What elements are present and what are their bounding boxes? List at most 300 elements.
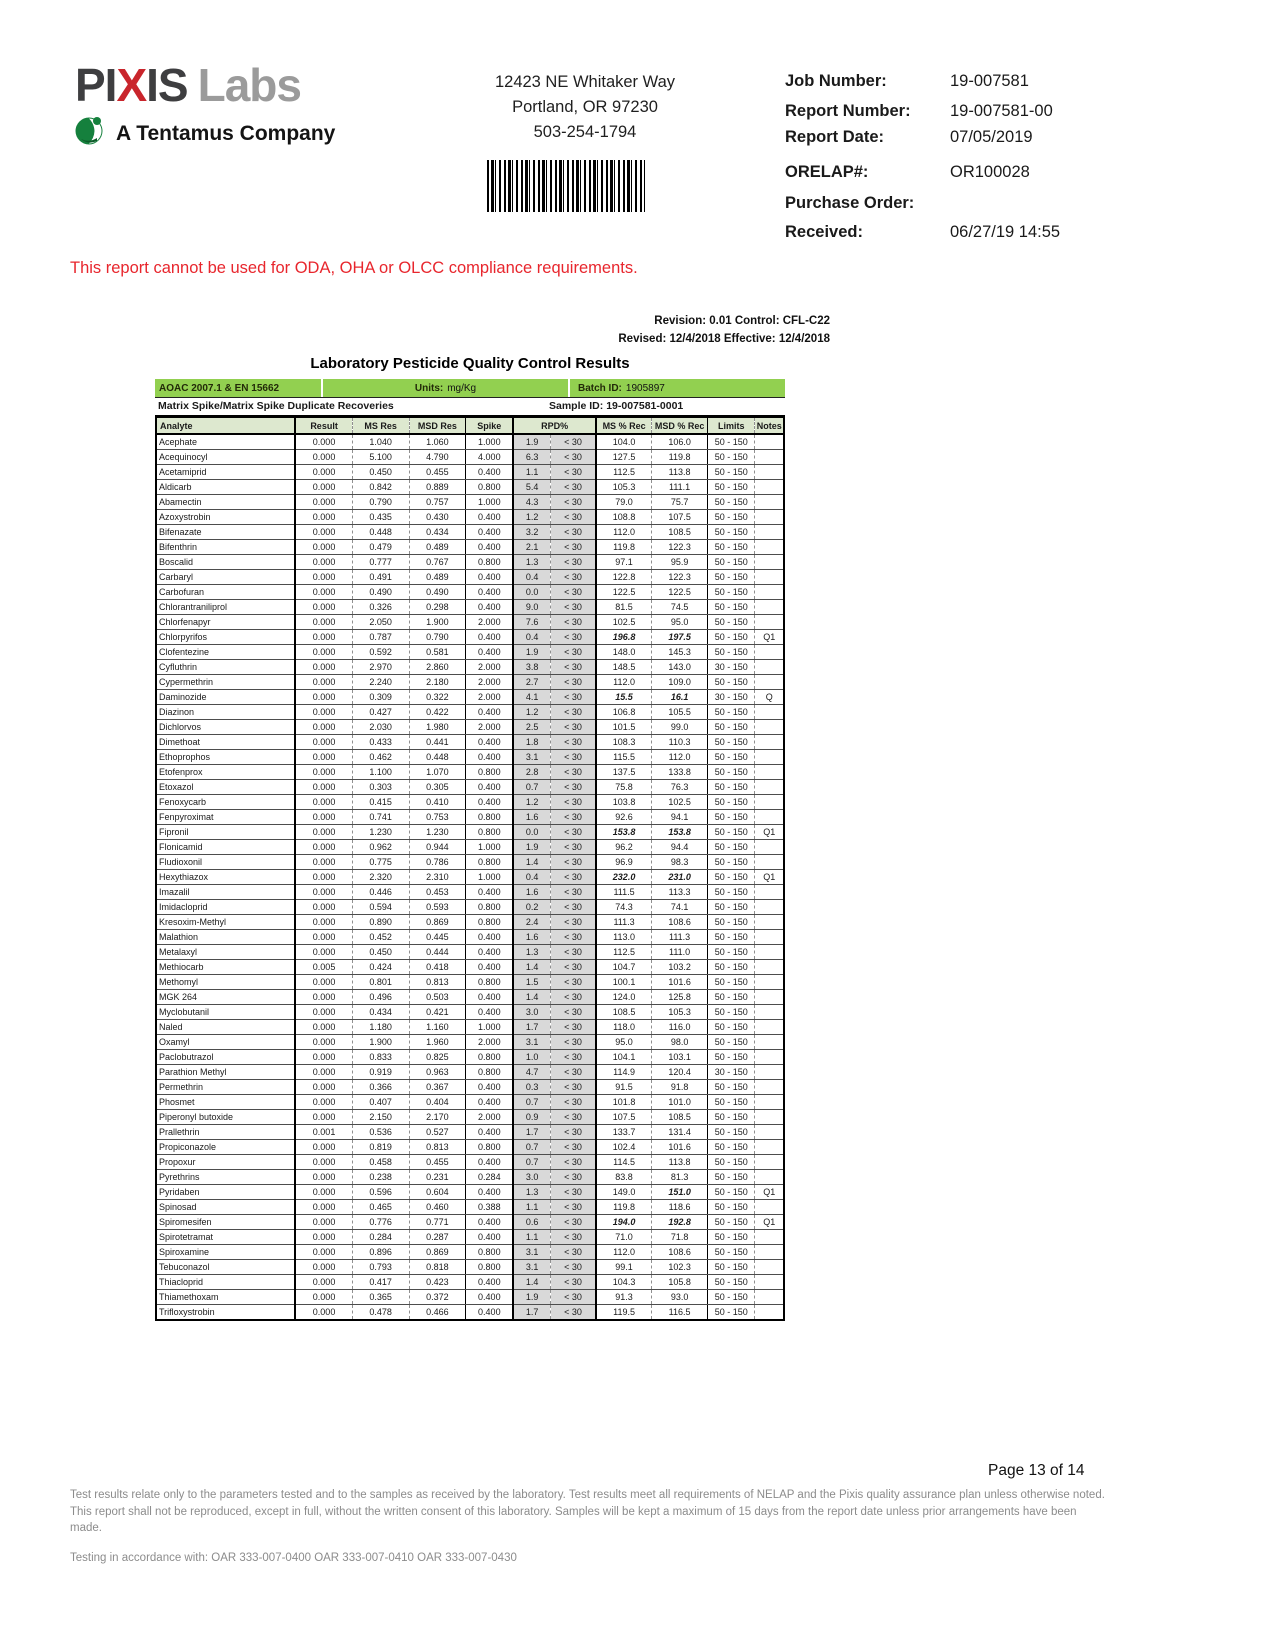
rpd-cell: 1.4: [513, 855, 550, 870]
ms-res-cell: 0.787: [352, 630, 409, 645]
qc-table-body: [156, 434, 784, 1320]
analyte-cell: Abamectin: [156, 495, 295, 510]
analyte-cell: Bifenazate: [156, 525, 295, 540]
limits-cell: 50 - 150: [707, 1050, 755, 1065]
limits-cell: 50 - 150: [707, 915, 755, 930]
limits-cell: 50 - 150: [707, 675, 755, 690]
msd-res-cell: 0.813: [409, 1140, 466, 1155]
rpd-cell: 1.5: [513, 975, 550, 990]
rpd-cell: 9.0: [513, 600, 550, 615]
result-cell: 0.000: [295, 555, 352, 570]
msd-res-cell: 0.757: [409, 495, 466, 510]
msd-res-cell: 0.818: [409, 1260, 466, 1275]
msd-rec-cell: 103.2: [652, 960, 708, 975]
ms-rec-cell: 127.5: [596, 450, 652, 465]
spike-cell: 0.800: [466, 915, 514, 930]
limits-cell: 50 - 150: [707, 480, 755, 495]
spike-cell: 2.000: [466, 660, 514, 675]
ms-res-cell: 1.180: [352, 1020, 409, 1035]
notes-cell: [755, 1080, 784, 1095]
msd-rec-cell: 94.1: [652, 810, 708, 825]
ms-res-cell: 0.424: [352, 960, 409, 975]
limits-cell: 50 - 150: [707, 1080, 755, 1095]
notes-cell: [755, 1050, 784, 1065]
analyte-cell: Methiocarb: [156, 960, 295, 975]
table-row: [156, 645, 784, 660]
limits-cell: 50 - 150: [707, 585, 755, 600]
msd-rec-cell: 122.5: [652, 585, 708, 600]
analyte-cell: Dimethoat: [156, 735, 295, 750]
rpd-limit-cell: < 30: [550, 570, 595, 585]
info-label: Received:: [785, 223, 863, 241]
result-cell: 0.000: [295, 660, 352, 675]
result-cell: 0.000: [295, 810, 352, 825]
limits-cell: 50 - 150: [707, 1155, 755, 1170]
msd-res-cell: 0.455: [409, 465, 466, 480]
table-row: [156, 525, 784, 540]
table-row: [156, 885, 784, 900]
msd-res-cell: 0.404: [409, 1095, 466, 1110]
notes-cell: [755, 945, 784, 960]
revision-line-1: Revision: 0.01 Control: CFL-C22: [654, 315, 830, 327]
rpd-cell: 1.3: [513, 1185, 550, 1200]
rpd-limit-cell: < 30: [550, 645, 595, 660]
ms-res-cell: 0.819: [352, 1140, 409, 1155]
analyte-cell: Dichlorvos: [156, 720, 295, 735]
ms-rec-cell: 108.8: [596, 510, 652, 525]
rpd-cell: 0.7: [513, 1140, 550, 1155]
limits-cell: 50 - 150: [707, 1275, 755, 1290]
ms-res-cell: 0.890: [352, 915, 409, 930]
sample-id-label: Sample ID:: [549, 400, 604, 412]
ms-rec-cell: 96.2: [596, 840, 652, 855]
analyte-cell: Boscalid: [156, 555, 295, 570]
qc-table: [155, 416, 785, 1321]
analyte-cell: Flonicamid: [156, 840, 295, 855]
msd-res-cell: 2.310: [409, 870, 466, 885]
notes-cell: [755, 765, 784, 780]
ms-rec-cell: 100.1: [596, 975, 652, 990]
limits-cell: 50 - 150: [707, 900, 755, 915]
spike-cell: 0.400: [466, 1275, 514, 1290]
rpd-limit-cell: < 30: [550, 990, 595, 1005]
analyte-cell: MGK 264: [156, 990, 295, 1005]
ms-rec-cell: 91.5: [596, 1080, 652, 1095]
spike-cell: 2.000: [466, 690, 514, 705]
ms-res-cell: 1.040: [352, 434, 409, 450]
rpd-limit-cell: < 30: [550, 870, 595, 885]
table-row: [156, 1200, 784, 1215]
limits-cell: 50 - 150: [707, 600, 755, 615]
analyte-cell: Metalaxyl: [156, 945, 295, 960]
ms-rec-cell: 137.5: [596, 765, 652, 780]
rpd-limit-cell: < 30: [550, 915, 595, 930]
analyte-cell: Ethoprophos: [156, 750, 295, 765]
result-cell: 0.000: [295, 630, 352, 645]
info-value: 19-007581-00: [950, 102, 1053, 120]
spike-cell: 0.400: [466, 780, 514, 795]
spike-cell: 0.400: [466, 465, 514, 480]
rpd-limit-cell: < 30: [550, 450, 595, 465]
msd-res-cell: 0.527: [409, 1125, 466, 1140]
ms-rec-cell: 101.5: [596, 720, 652, 735]
notes-cell: [755, 795, 784, 810]
ms-rec-cell: 91.3: [596, 1290, 652, 1305]
msd-res-cell: 0.753: [409, 810, 466, 825]
lab-address: [430, 70, 740, 145]
msd-rec-cell: 112.0: [652, 750, 708, 765]
ms-res-cell: 2.320: [352, 870, 409, 885]
analyte-cell: Carbofuran: [156, 585, 295, 600]
result-cell: 0.000: [295, 450, 352, 465]
msd-rec-cell: 101.0: [652, 1095, 708, 1110]
spike-cell: 0.800: [466, 480, 514, 495]
rpd-cell: 1.7: [513, 1305, 550, 1321]
limits-cell: 50 - 150: [707, 765, 755, 780]
ms-rec-cell: 95.0: [596, 1035, 652, 1050]
msd-res-cell: 0.489: [409, 570, 466, 585]
result-cell: 0.000: [295, 1020, 352, 1035]
spike-cell: 0.800: [466, 810, 514, 825]
msd-rec-cell: 118.6: [652, 1200, 708, 1215]
msd-rec-cell: 108.5: [652, 525, 708, 540]
info-value: 07/05/2019: [950, 128, 1033, 146]
table-row: [156, 495, 784, 510]
analyte-cell: Fipronil: [156, 825, 295, 840]
ms-res-cell: 2.970: [352, 660, 409, 675]
ms-rec-cell: 103.8: [596, 795, 652, 810]
msd-res-cell: 0.410: [409, 795, 466, 810]
method-cell: [155, 379, 321, 397]
msd-res-cell: 2.860: [409, 660, 466, 675]
table-row: [156, 810, 784, 825]
msd-res-cell: 0.790: [409, 630, 466, 645]
rpd-cell: 1.0: [513, 1050, 550, 1065]
notes-cell: [755, 1275, 784, 1290]
notes-cell: [755, 600, 784, 615]
limits-cell: 50 - 150: [707, 450, 755, 465]
table-row: [156, 1275, 784, 1290]
ms-rec-cell: 119.8: [596, 1200, 652, 1215]
rpd-cell: 1.4: [513, 960, 550, 975]
spike-cell: 0.400: [466, 1185, 514, 1200]
result-cell: 0.000: [295, 840, 352, 855]
ms-rec-cell: 119.5: [596, 1305, 652, 1321]
table-row: [156, 930, 784, 945]
address-line-1: 12423 NE Whitaker Way: [494, 73, 676, 91]
msd-rec-cell: 111.0: [652, 945, 708, 960]
msd-res-cell: 0.434: [409, 525, 466, 540]
spike-cell: 0.400: [466, 990, 514, 1005]
rpd-limit-cell: < 30: [550, 660, 595, 675]
table-row: [156, 765, 784, 780]
analyte-cell: Oxamyl: [156, 1035, 295, 1050]
notes-cell: [755, 1245, 784, 1260]
rpd-limit-cell: < 30: [550, 735, 595, 750]
rpd-cell: 3.0: [513, 1170, 550, 1185]
analyte-cell: Thiamethoxam: [156, 1290, 295, 1305]
rpd-cell: 1.1: [513, 1200, 550, 1215]
result-cell: 0.000: [295, 1155, 352, 1170]
analyte-cell: Methomyl: [156, 975, 295, 990]
notes-cell: [755, 915, 784, 930]
result-cell: 0.000: [295, 1290, 352, 1305]
limits-cell: 30 - 150: [707, 660, 755, 675]
msd-rec-cell: 81.3: [652, 1170, 708, 1185]
table-row: [156, 690, 784, 705]
address-line-2: Portland, OR 97230: [512, 98, 658, 116]
ms-rec-cell: 101.8: [596, 1095, 652, 1110]
msd-res-cell: 0.489: [409, 540, 466, 555]
rpd-limit-cell: < 30: [550, 615, 595, 630]
info-row-report-date: [785, 128, 1215, 147]
ms-rec-cell: 122.8: [596, 570, 652, 585]
msd-rec-cell: 108.5: [652, 1110, 708, 1125]
notes-cell: [755, 615, 784, 630]
notes-cell: [755, 1260, 784, 1275]
info-label: Report Date:: [785, 128, 885, 146]
ms-res-cell: 0.478: [352, 1305, 409, 1321]
notes-cell: [755, 480, 784, 495]
notes-cell: [755, 780, 784, 795]
limits-cell: 50 - 150: [707, 870, 755, 885]
msd-res-cell: 0.490: [409, 585, 466, 600]
ms-rec-cell: 97.1: [596, 555, 652, 570]
limits-cell: 50 - 150: [707, 1200, 755, 1215]
rpd-limit-cell: < 30: [550, 885, 595, 900]
ms-res-cell: 0.596: [352, 1185, 409, 1200]
table-row: [156, 900, 784, 915]
limits-cell: 50 - 150: [707, 1125, 755, 1140]
rpd-limit-cell: < 30: [550, 705, 595, 720]
col-header-ms-rec: MS % Rec: [596, 417, 652, 434]
ms-rec-cell: 104.0: [596, 434, 652, 450]
limits-cell: 50 - 150: [707, 1035, 755, 1050]
spike-cell: 4.000: [466, 450, 514, 465]
spike-cell: 2.000: [466, 720, 514, 735]
result-cell: 0.001: [295, 1125, 352, 1140]
msd-res-cell: 0.825: [409, 1050, 466, 1065]
rpd-limit-cell: < 30: [550, 1305, 595, 1321]
msd-res-cell: 0.287: [409, 1230, 466, 1245]
msd-rec-cell: 101.6: [652, 975, 708, 990]
col-header-msd-rec: MSD % Rec: [652, 417, 708, 434]
revision-line-2: Revised: 12/4/2018 Effective: 12/4/2018: [618, 333, 830, 345]
limits-cell: 50 - 150: [707, 825, 755, 840]
ms-res-cell: 0.365: [352, 1290, 409, 1305]
msd-rec-cell: 95.0: [652, 615, 708, 630]
analyte-cell: Bifenthrin: [156, 540, 295, 555]
rpd-cell: 7.6: [513, 615, 550, 630]
spike-cell: 0.400: [466, 1290, 514, 1305]
table-row: [156, 1170, 784, 1185]
rpd-cell: 0.7: [513, 780, 550, 795]
rpd-cell: 1.7: [513, 1020, 550, 1035]
rpd-cell: 4.7: [513, 1065, 550, 1080]
rpd-limit-cell: < 30: [550, 810, 595, 825]
notes-cell: [755, 1290, 784, 1305]
result-cell: 0.000: [295, 525, 352, 540]
ms-res-cell: 0.496: [352, 990, 409, 1005]
analyte-cell: Myclobutanil: [156, 1005, 295, 1020]
info-row-job-number: [785, 72, 1215, 91]
notes-cell: [755, 840, 784, 855]
rpd-cell: 0.0: [513, 825, 550, 840]
result-cell: 0.000: [295, 855, 352, 870]
table-row: [156, 1305, 784, 1321]
rpd-limit-cell: < 30: [550, 1260, 595, 1275]
msd-res-cell: 0.418: [409, 960, 466, 975]
msd-res-cell: 0.460: [409, 1200, 466, 1215]
msd-res-cell: 0.305: [409, 780, 466, 795]
ms-rec-cell: 113.0: [596, 930, 652, 945]
notes-cell: [755, 1095, 784, 1110]
qc-title: Laboratory Pesticide Quality Control Results: [310, 355, 630, 372]
msd-res-cell: 0.869: [409, 1245, 466, 1260]
table-row: [156, 870, 784, 885]
table-row: [156, 705, 784, 720]
ms-res-cell: 0.776: [352, 1215, 409, 1230]
spike-cell: 0.800: [466, 1050, 514, 1065]
analyte-cell: Azoxystrobin: [156, 510, 295, 525]
table-row: [156, 855, 784, 870]
rpd-limit-cell: < 30: [550, 600, 595, 615]
notes-cell: Q1: [755, 1215, 784, 1230]
notes-cell: [755, 930, 784, 945]
ms-res-cell: 0.592: [352, 645, 409, 660]
compliance-notice: This report cannot be used for ODA, OHA or OLCC compliance requirements.: [70, 259, 638, 277]
ms-res-cell: 0.793: [352, 1260, 409, 1275]
rpd-limit-cell: < 30: [550, 1170, 595, 1185]
info-value: OR100028: [950, 163, 1030, 181]
table-row: [156, 1185, 784, 1200]
address-line-3: 503-254-1794: [533, 123, 637, 141]
ms-rec-cell: 118.0: [596, 1020, 652, 1035]
rpd-cell: 2.1: [513, 540, 550, 555]
table-row: [156, 1290, 784, 1305]
table-row: [156, 465, 784, 480]
table-row: [156, 480, 784, 495]
spike-cell: 0.800: [466, 975, 514, 990]
analyte-cell: Spinosad: [156, 1200, 295, 1215]
table-row: [156, 1215, 784, 1230]
units-label: Units:: [414, 382, 444, 394]
ms-rec-cell: 106.8: [596, 705, 652, 720]
col-header-msd-res: MSD Res: [409, 417, 466, 434]
msd-rec-cell: 108.6: [652, 1245, 708, 1260]
msd-rec-cell: 99.0: [652, 720, 708, 735]
table-row: [156, 1230, 784, 1245]
notes-cell: [755, 1125, 784, 1140]
msd-res-cell: 0.423: [409, 1275, 466, 1290]
msd-res-cell: 0.455: [409, 1155, 466, 1170]
msd-rec-cell: 197.5: [652, 630, 708, 645]
ms-rec-cell: 111.5: [596, 885, 652, 900]
result-cell: 0.000: [295, 1200, 352, 1215]
units-cell: [323, 379, 568, 397]
spike-cell: 0.400: [466, 525, 514, 540]
notes-cell: [755, 990, 784, 1005]
table-row: [156, 1005, 784, 1020]
rpd-cell: 1.7: [513, 1125, 550, 1140]
limits-cell: 50 - 150: [707, 1245, 755, 1260]
limits-cell: 50 - 150: [707, 630, 755, 645]
ms-rec-cell: 112.0: [596, 675, 652, 690]
result-cell: 0.000: [295, 750, 352, 765]
analyte-cell: Etoxazol: [156, 780, 295, 795]
ms-rec-cell: 115.5: [596, 750, 652, 765]
limits-cell: 30 - 150: [707, 1065, 755, 1080]
table-row: [156, 1110, 784, 1125]
info-label: Purchase Order:: [785, 194, 915, 212]
rpd-limit-cell: < 30: [550, 690, 595, 705]
result-cell: 0.005: [295, 960, 352, 975]
analyte-cell: Clofentezine: [156, 645, 295, 660]
msd-rec-cell: 110.3: [652, 735, 708, 750]
rpd-cell: 3.1: [513, 1260, 550, 1275]
ms-res-cell: 0.446: [352, 885, 409, 900]
rpd-cell: 3.1: [513, 1035, 550, 1050]
msd-rec-cell: 145.3: [652, 645, 708, 660]
table-row: [156, 945, 784, 960]
table-row: [156, 840, 784, 855]
rpd-limit-cell: < 30: [550, 1080, 595, 1095]
spike-cell: 1.000: [466, 870, 514, 885]
ms-res-cell: 0.842: [352, 480, 409, 495]
table-row: [156, 570, 784, 585]
analyte-cell: Imidacloprid: [156, 900, 295, 915]
ms-res-cell: 0.326: [352, 600, 409, 615]
rpd-cell: 2.7: [513, 675, 550, 690]
result-cell: 0.000: [295, 795, 352, 810]
rpd-limit-cell: < 30: [550, 1200, 595, 1215]
spike-cell: 0.800: [466, 825, 514, 840]
limits-cell: 50 - 150: [707, 810, 755, 825]
ms-res-cell: 0.594: [352, 900, 409, 915]
notes-cell: [755, 525, 784, 540]
msd-res-cell: 4.790: [409, 450, 466, 465]
limits-cell: 50 - 150: [707, 1110, 755, 1125]
msd-rec-cell: 95.9: [652, 555, 708, 570]
result-cell: 0.000: [295, 765, 352, 780]
rpd-cell: 1.9: [513, 840, 550, 855]
ms-rec-cell: 102.5: [596, 615, 652, 630]
ms-res-cell: 0.962: [352, 840, 409, 855]
table-row: [156, 735, 784, 750]
ms-res-cell: 0.458: [352, 1155, 409, 1170]
limits-cell: 50 - 150: [707, 1215, 755, 1230]
ms-rec-cell: 104.1: [596, 1050, 652, 1065]
msd-res-cell: 0.786: [409, 855, 466, 870]
ms-rec-cell: 74.3: [596, 900, 652, 915]
table-row: [156, 1080, 784, 1095]
msd-rec-cell: 151.0: [652, 1185, 708, 1200]
msd-res-cell: 1.900: [409, 615, 466, 630]
msd-rec-cell: 16.1: [652, 690, 708, 705]
limits-cell: 50 - 150: [707, 735, 755, 750]
notes-cell: [755, 495, 784, 510]
rpd-cell: 0.4: [513, 570, 550, 585]
result-cell: 0.000: [295, 434, 352, 450]
limits-cell: 50 - 150: [707, 1290, 755, 1305]
msd-res-cell: 0.444: [409, 945, 466, 960]
logo-text-pi: PI: [75, 59, 117, 111]
info-row-received: [785, 223, 1215, 242]
analyte-cell: Paclobutrazol: [156, 1050, 295, 1065]
qc-method-bar: [155, 379, 785, 398]
ms-res-cell: 0.309: [352, 690, 409, 705]
msd-rec-cell: 71.8: [652, 1230, 708, 1245]
